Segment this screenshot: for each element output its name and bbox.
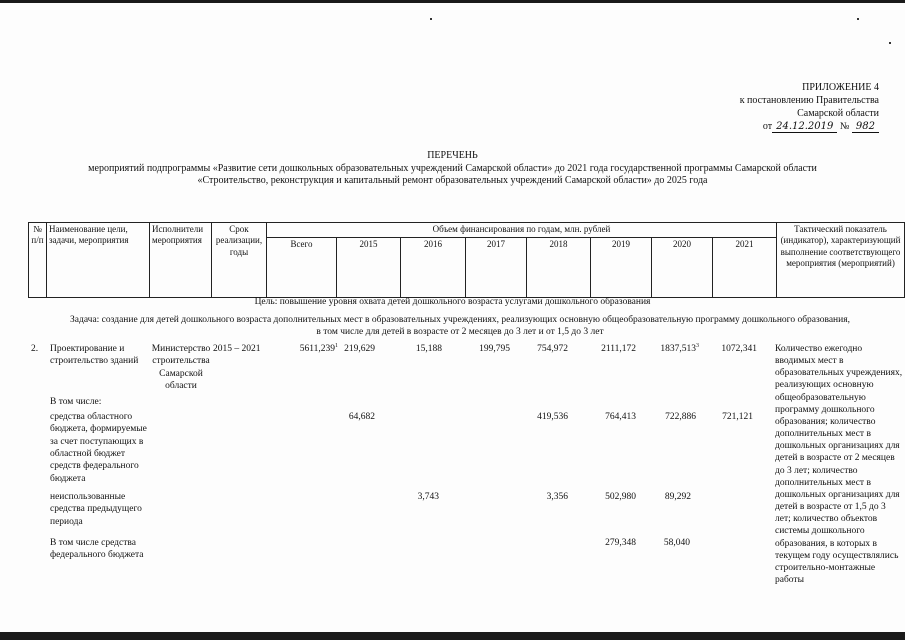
- year-header-2017: 2017: [466, 238, 527, 298]
- item-2016: 15,188: [415, 344, 442, 354]
- title-heading: ПЕРЕЧЕНЬ: [427, 150, 478, 161]
- col-indicator-header: Тактический показатель (индикатор), характеризующий выполнение соответствующего мероприятия (мероприятий): [777, 223, 905, 298]
- item-total: [270, 343, 338, 356]
- item-2017: 199,795: [479, 344, 510, 354]
- task-line-1: Задача: создание для детей дошкольного возраста дополнительных мест в образовательных учреждениях, реализующих основную общеобразовательную программу дошкольного образования,: [70, 315, 850, 325]
- appendix-title: ПРИЛОЖЕНИЕ 4: [802, 82, 879, 93]
- year-header-2018: 2018: [527, 238, 591, 298]
- item-2020: [645, 343, 699, 356]
- item-number: 2.: [31, 344, 39, 354]
- scan-edge-bottom: [0, 632, 905, 640]
- goal-text: Цель: повышение уровня охвата детей дошкольного возраста услугами дошкольного образования: [254, 297, 651, 307]
- year-header-2015: 2015: [337, 238, 401, 298]
- appendix-resolution: к постановлению Правительства: [739, 95, 879, 106]
- funding-table-header: [28, 222, 905, 298]
- year-header-2019: 2019: [591, 238, 652, 298]
- item-2019: 2111,172: [601, 344, 636, 354]
- sub1-2021: 721,121: [722, 412, 753, 422]
- footnote-3: 3: [696, 343, 699, 349]
- number-sign: №: [839, 121, 850, 132]
- item-executor: Министерство строительства Самарской области: [151, 344, 211, 392]
- appendix-region: Самарской области: [797, 108, 879, 119]
- handwritten-date: 24.12.2019: [772, 121, 837, 133]
- col-num-header: № п/п: [29, 223, 47, 298]
- scan-speck: [430, 18, 432, 20]
- scan-speck: [857, 18, 859, 20]
- year-header-total: Всего: [267, 238, 337, 298]
- sub1-2020: 722,886: [665, 412, 696, 422]
- year-header-2020: 2020: [652, 238, 713, 298]
- item-2021: 1072,341: [721, 344, 757, 354]
- task-text: [60, 315, 860, 339]
- scan-edge-top: [0, 0, 905, 3]
- sub3-name: В том числе средства федерального бюджета: [50, 538, 144, 561]
- sub1-name: средства областного бюджета, формируемые за счет поступающих в областной бюджет средств федерального бюджета: [50, 412, 147, 484]
- footnote-1: 1: [335, 343, 338, 349]
- sub2-2016: 3,743: [417, 492, 439, 502]
- col-term-header: Срок реализации, годы: [212, 223, 267, 298]
- including-label: В том числе:: [50, 397, 102, 407]
- title-line-2: «Строительство, реконструкция и капитальный ремонт образовательных учреждений Самарской области» до 2025 года: [197, 175, 708, 186]
- document-title: [0, 150, 905, 188]
- sub2-2020: 89,292: [664, 492, 691, 502]
- item-name: Проектирование и строительство зданий: [50, 344, 139, 367]
- sub1-2019: 764,413: [605, 412, 636, 422]
- handwritten-number: 982: [852, 121, 879, 133]
- title-line-1: мероприятий подпрограммы «Развитие сети дошкольных образовательных учреждений Самарской области» до 2021 года государственной программы Самарской области: [88, 162, 817, 174]
- col-funding-header: Объем финансирования по годам, млн. рублей: [267, 223, 777, 238]
- sub2-2019: 502,980: [605, 492, 636, 502]
- indicator-text: Количество ежегодно вводимых мест в образовательных учреждениях, реализующих основную общеобразовательную программу дошкольного образования; количество дополнительных мест в дошкольных организациях для детей в возрасте от 2 месяцев до 3 лет; количество дополнительных мест в дошкольных организациях для детей в возрасте от 1,5 до 3 лет; количество объектов системы дошкольного образования, в которых в текущем году осуществлялись строительно-монтажные работы: [775, 344, 903, 585]
- task-line-2: в том числе для детей в возрасте от 2 месяцев до 3 лет и от 1,5 до 3 лет: [316, 326, 604, 337]
- sub3-2019: 279,348: [605, 538, 636, 548]
- sub2-name: неиспользованные средства предыдущего периода: [50, 492, 142, 527]
- scan-speck: [889, 42, 891, 44]
- item-total-value: 5611,239: [299, 344, 335, 355]
- appendix-date-line: [740, 120, 879, 133]
- item-2018: 754,972: [537, 344, 568, 354]
- sub1-2015: 64,682: [348, 412, 375, 422]
- year-header-2016: 2016: [401, 238, 466, 298]
- from-label: от: [762, 121, 773, 132]
- sub2-2018: 3,356: [546, 492, 568, 502]
- item-2020-value: 1837,513: [660, 344, 696, 355]
- sub1-2018: 419,536: [537, 412, 568, 422]
- col-name-header: Наименование цели, задачи, мероприятия: [47, 223, 150, 298]
- item-term: 2015 – 2021: [213, 344, 261, 354]
- col-executor-header: Исполнители мероприятия: [150, 223, 212, 298]
- item-2015: 219,629: [344, 344, 375, 354]
- appendix-header: [740, 81, 879, 133]
- sub3-2020: 58,040: [663, 538, 690, 548]
- year-header-2021: 2021: [713, 238, 777, 298]
